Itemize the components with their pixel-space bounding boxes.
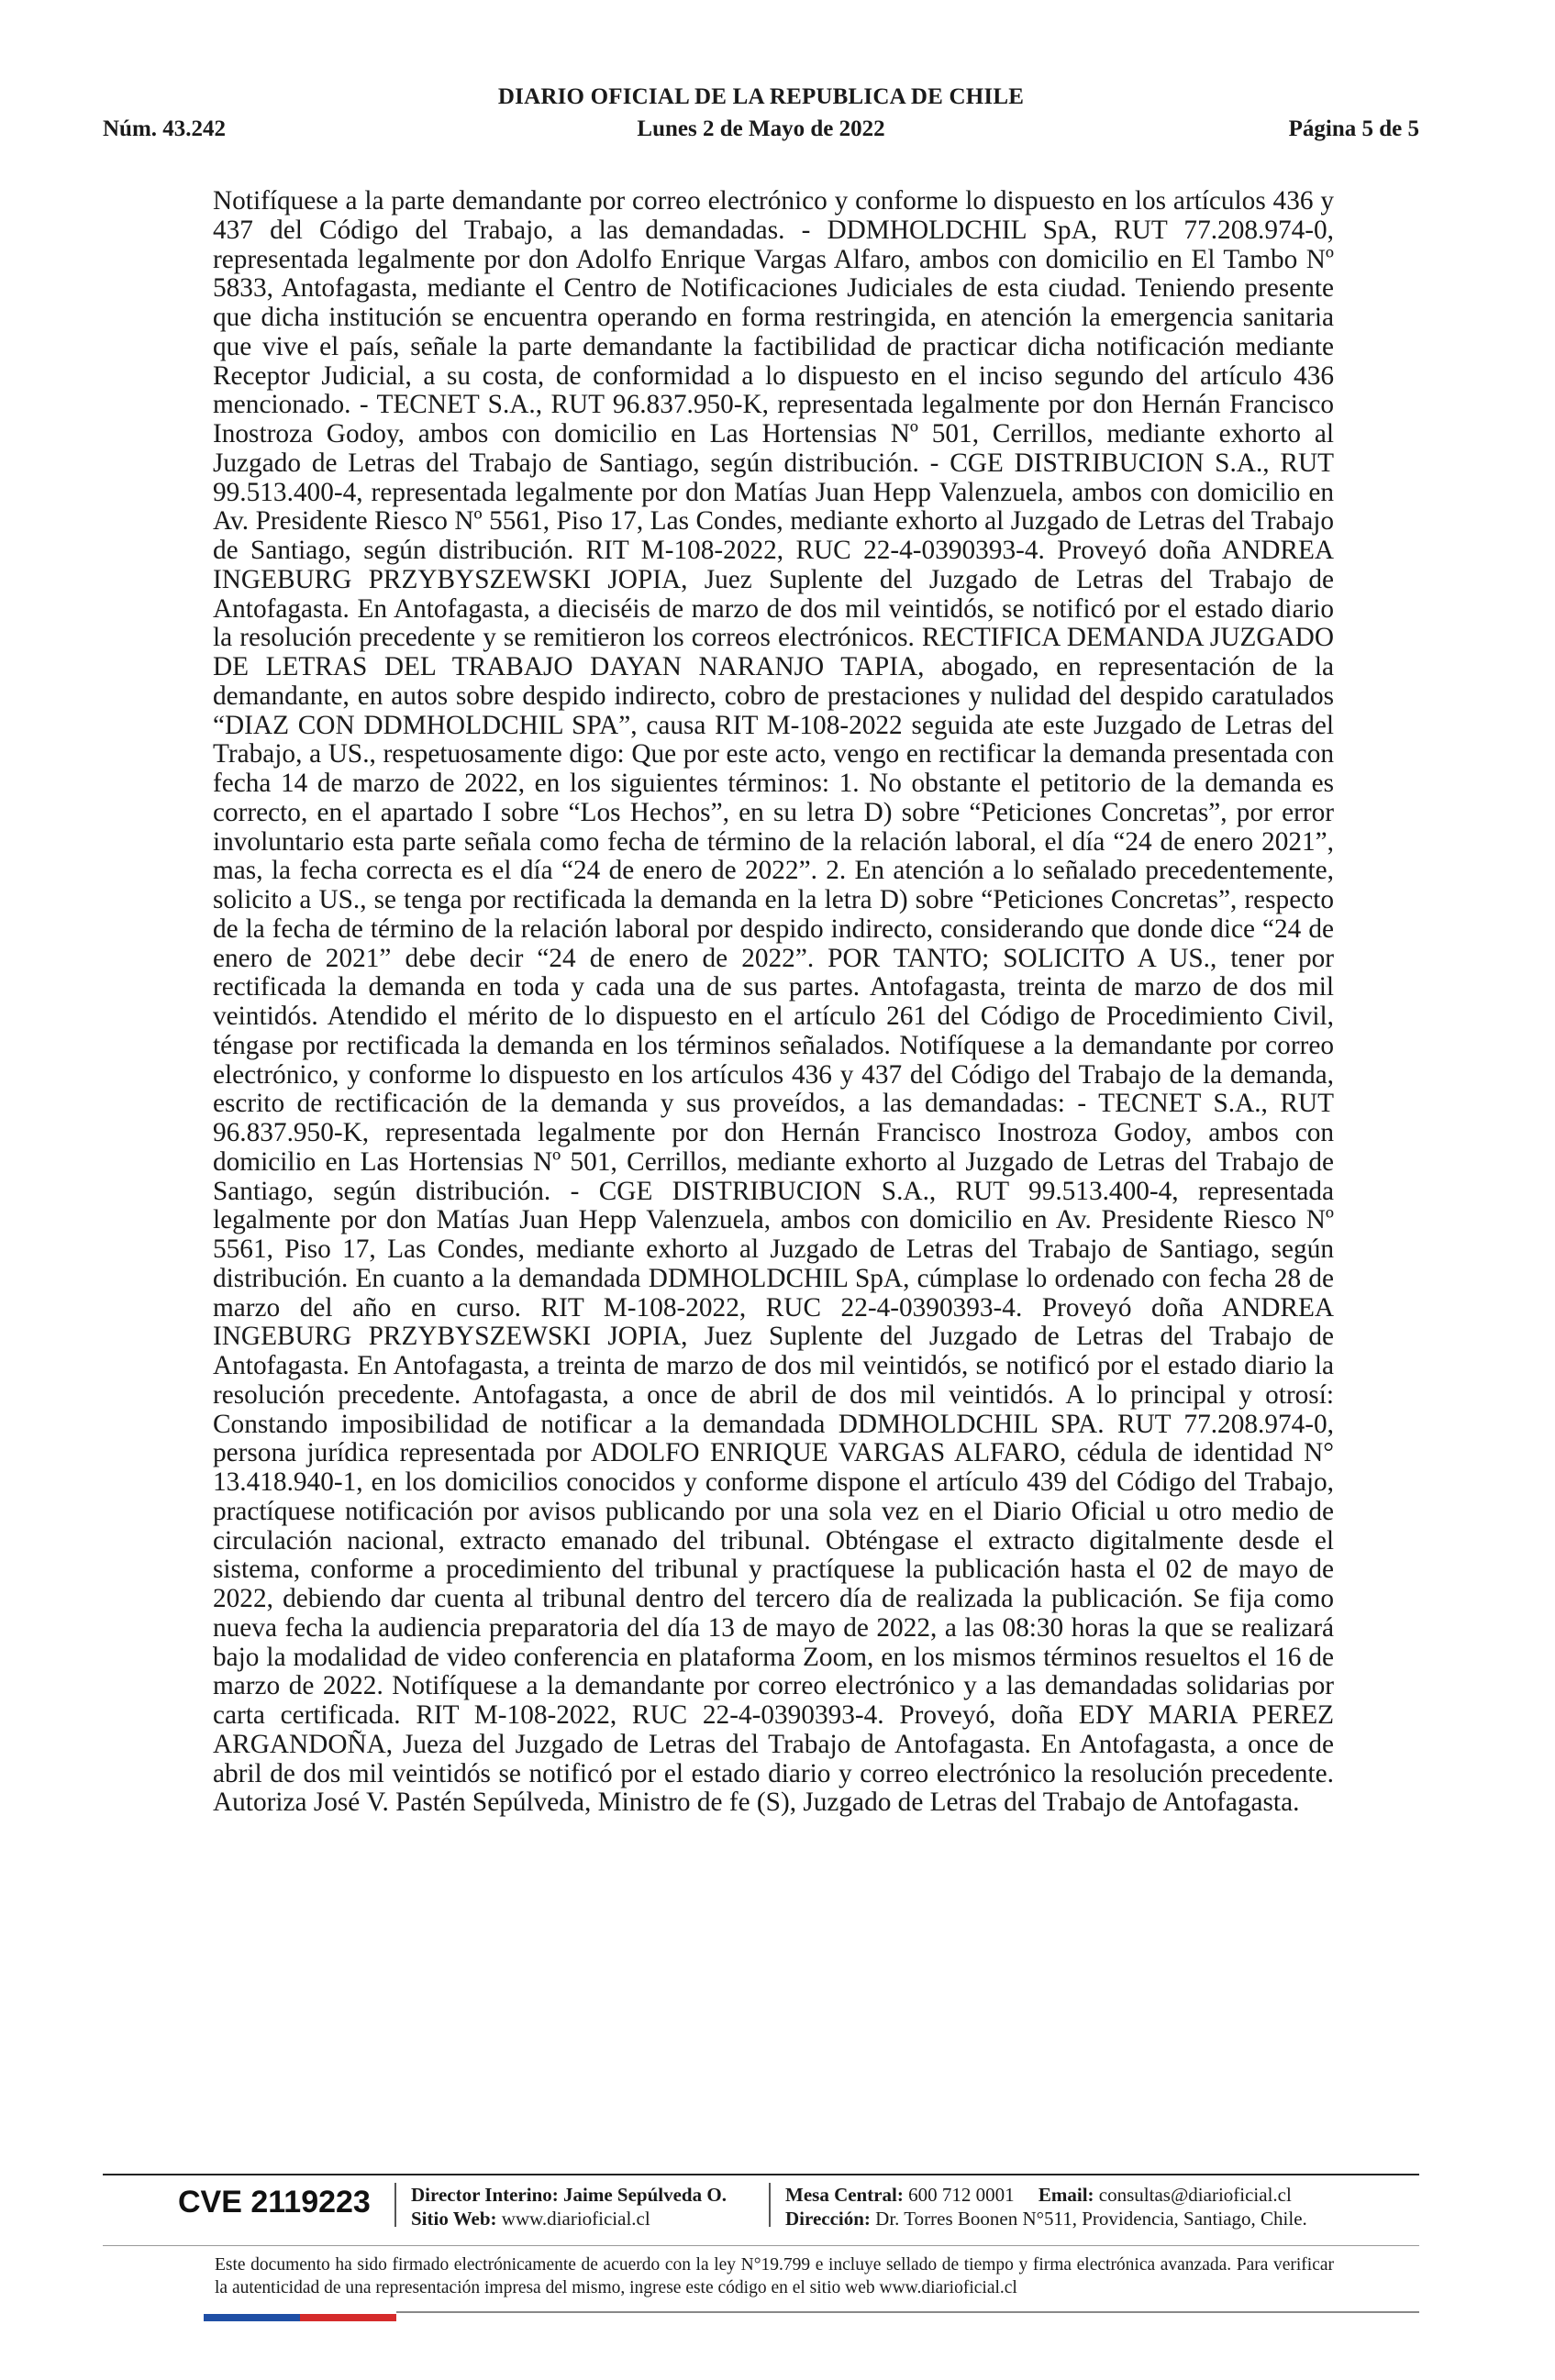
- cve-code: CVE 2119223: [178, 2185, 371, 2219]
- footer-info: [103, 2166, 1419, 2249]
- director-label: Director Interino:: [411, 2184, 559, 2206]
- phone-label: Mesa Central:: [785, 2184, 904, 2206]
- website-label: Sitio Web:: [411, 2208, 497, 2230]
- email-label: Email:: [1038, 2184, 1094, 2206]
- director-block: [411, 2183, 727, 2231]
- flag-blue-stripe: [204, 2314, 300, 2321]
- contact-block: [785, 2183, 1307, 2231]
- issue-number: Núm. 43.242: [103, 116, 227, 141]
- footer-separator: [394, 2183, 396, 2227]
- issue-date: Lunes 2 de Mayo de 2022: [637, 116, 885, 141]
- legal-notice: Este documento ha sido firmado electrónicamente de acuerdo con la ley N°19.799 e incluye sellado de tiempo y firma electrónica avanzada. Para verificar la autenticidad de una representación impresa del mismo, ingrese este código en el sitio web www.diarioficial.cl: [215, 2255, 1334, 2297]
- address-label: Dirección:: [785, 2208, 871, 2230]
- director-name: Jaime Sepúlveda O.: [563, 2184, 727, 2206]
- page-header: [103, 84, 1419, 149]
- flag-red-stripe: [300, 2314, 396, 2321]
- footer-separator: [769, 2183, 771, 2227]
- article-body: Notifíquese a la parte demandante por correo electrónico y conforme lo dispuesto en los artículos 436 y 437 del Código del Trabajo, a las demandadas. - DDMHOLDCHIL SpA, RUT 77.208.974-0, representada legalmente por don Adolfo Enrique Vargas Alfaro, ambos con domicilio en El Tambo Nº 5833, Antofagasta, mediante el Centro de Notificaciones Judiciales de esta ciudad. Teniendo presente que dicha institución se encuentra operando en forma restringida, en atención la emergencia sanitaria que vive el país, señale la parte demandante la factibilidad de practicar dicha notificación mediante Receptor Judicial, a su costa, de conformidad a lo dispuesto en el inciso segundo del artículo 436 mencionado. - TECNET S.A., RUT 96.837.950-K, representada legalmente por don Hernán Francisco Inostroza Godoy, ambos con domicilio en Las Hortensias Nº 501, Cerrillos, mediante exhorto al Juzgado de Letras del Trabajo de Santiago, según distribución. - CGE DISTRIBUCION S.A., RUT 99.513.400-4, representada legalmente por don Matías Juan Hepp Valenzuela, ambos con domicilio en Av. Presidente Riesco Nº 5561, Piso 17, Las Condes, mediante exhorto al Juzgado de Letras del Trabajo de Santiago, según distribución. RIT M-108-2022, RUC 22-4-0390393-4. Proveyó doña ANDREA INGEBURG PRZYBYSZEWSKI JOPIA, Juez Suplente del Juzgado de Letras del Trabajo de Antofagasta. En Antofagasta, a dieciséis de marzo de dos mil veintidós, se notificó por el estado diario la resolución precedente y se remitieron los correos electrónicos. RECTIFICA DEMANDA JUZGADO DE LETRAS DEL TRABAJO DAYAN NARANJO TAPIA, abogado, en representación de la demandante, en autos sobre despido indirecto, cobro de prestaciones y nulidad del despido caratulados “DIAZ CON DDMHOLDCHIL SPA”, causa RIT M-108-2022 seguida ate este Juzgado de Letras del Trabajo, a US., respetuosamente digo: Que por este acto, vengo en rectificar la demanda presentada con fecha 14 de marzo de 2022, en los siguientes términos: 1. No obstante el petitorio de la demanda es correcto, en el apartado I sobre “Los Hechos”, en su letra D) sobre “Peticiones Concretas”, por error involuntario esta parte señala como fecha de término de la relación laboral, el día “24 de enero 2021”, mas, la fecha correcta es el día “24 de enero de 2022”. 2. En atención a lo señalado precedentemente, solicito a US., se tenga por rectificada la demanda en la letra D) sobre “Peticiones Concretas”, respecto de la fecha de término de la relación laboral por despido indirecto, considerando que donde dice “24 de enero de 2021” debe decir “24 de enero de 2022”. POR TANTO; SOLICITO A US., tener por rectificada la demanda en toda y cada una de sus partes. Antofagasta, treinta de marzo de dos mil veintidós. Atendido el mérito de lo dispuesto en el artículo 261 del Código de Procedimiento Civil, téngase por rectificada la demanda en los términos señalados. Notifíquese a la demandante por correo electrónico, y conforme lo dispuesto en los artículos 436 y 437 del Código del Trabajo de la demanda, escrito de rectificación de la demanda y sus proveídos, a las demandadas: - TECNET S.A., RUT 96.837.950-K, representada legalmente por don Hernán Francisco Inostroza Godoy, ambos con domicilio en Las Hortensias Nº 501, Cerrillos, mediante exhorto al Juzgado de Letras del Trabajo de Santiago, según distribución. - CGE DISTRIBUCION S.A., RUT 99.513.400-4, representada legalmente por don Matías Juan Hepp Valenzuela, ambos con domicilio en Av. Presidente Riesco Nº 5561, Piso 17, Las Condes, mediante exhorto al Juzgado de Letras del Trabajo de Santiago, según distribución. En cuanto a la demandada DDMHOLDCHIL SpA, cúmplase lo ordenado con fecha 28 de marzo del año en curso. RIT M-108-2022, RUC 22-4-0390393-4. Proveyó doña ANDREA INGEBURG PRZYBYSZEWSKI JOPIA, Juez Suplente del Juzgado de Letras del Trabajo de Antofagasta. En Antofagasta, a treinta de marzo de dos mil veintidós, se notificó por el estado diario la resolución precedente. Antofagasta, a once de abril de dos mil veintidós. A lo principal y otrosí: Constando imposibilidad de notificar a la demandada DDMHOLDCHIL SPA. RUT 77.208.974-0, persona jurídica representada por ADOLFO ENRIQUE VARGAS ALFARO, cédula de identidad N° 13.418.940-1, en los domicilios conocidos y conforme dispone el artículo 439 del Código del Trabajo, practíquese notificación por avisos publicando por una sola vez en el Diario Oficial u otro medio de circulación nacional, extracto emanado del tribunal. Obténgase el extracto digitalmente desde el sistema, conforme a procedimiento del tribunal y practíquese la publicación hasta el 02 de mayo de 2022, debiendo dar cuenta al tribunal dentro del tercero día de realizada la publicación. Se fija como nueva fecha la audiencia preparatoria del día 13 de mayo de 2022, a las 08:30 horas la que se realizará bajo la modalidad de video conferencia en plataforma Zoom, en los mismos términos resueltos el 16 de marzo de 2022. Notifíquese a la demandante por correo electrónico y a las demandadas solidarias por carta certificada. RIT M-108-2022, RUC 22-4-0390393-4. Proveyó, doña EDY MARIA PEREZ ARGANDOÑA, Jueza del Juzgado de Letras del Trabajo de Antofagasta. En Antofagasta, a once de abril de dos mil veintidós se notificó por el estado diario y correo electrónico la resolución precedente. Autoriza José V. Pastén Sepúlveda, Ministro de fe (S), Juzgado de Letras del Trabajo de Antofagasta.: [213, 186, 1334, 1818]
- legal-divider: [103, 2245, 1419, 2246]
- flag-color-bar: [204, 2309, 396, 2317]
- email-link[interactable]: consultas@diarioficial.cl: [1098, 2184, 1292, 2206]
- phone-number: 600 712 0001: [908, 2184, 1015, 2206]
- publication-title: DIARIO OFICIAL DE LA REPUBLICA DE CHILE: [497, 84, 1025, 109]
- website-link[interactable]: www.diarioficial.cl: [501, 2208, 650, 2230]
- page-number: Página 5 de 5: [1288, 116, 1419, 141]
- bottom-rule: [396, 2311, 1419, 2313]
- address-value: Dr. Torres Boonen N°511, Providencia, Santiago, Chile.: [875, 2208, 1307, 2230]
